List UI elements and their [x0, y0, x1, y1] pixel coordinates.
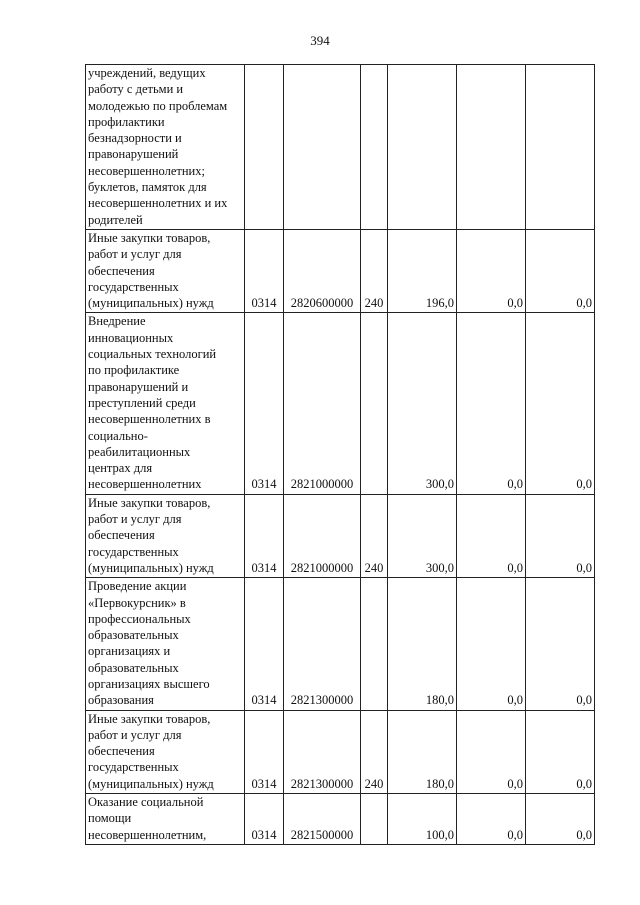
row-expense-type: 240: [361, 710, 388, 793]
row-section-code: 0314: [245, 710, 284, 793]
row-target-code: 2821300000: [284, 578, 361, 710]
row-amount-1: [388, 65, 457, 230]
row-target-code: 2821000000: [284, 313, 361, 494]
row-expense-type: [361, 794, 388, 845]
row-amount-1: 300,0: [388, 494, 457, 577]
row-target-code: 2821500000: [284, 794, 361, 845]
table-row: [86, 794, 595, 845]
table-body: [86, 65, 595, 845]
row-amount-2: 0,0: [457, 229, 526, 312]
row-amount-1: 300,0: [388, 313, 457, 494]
row-amount-2: 0,0: [457, 578, 526, 710]
row-section-code: 0314: [245, 494, 284, 577]
row-description: Иные закупки товаров, работ и услуг для обеспечения государственных (муниципальных) нужд: [86, 710, 245, 793]
row-amount-3: 0,0: [526, 229, 595, 312]
row-target-code: 2821300000: [284, 710, 361, 793]
row-section-code: 0314: [245, 313, 284, 494]
row-description: Проведение акции «Первокурсник» в профессиональных образовательных организациях и образовательных организациях высшего образования: [86, 578, 245, 710]
table-row: [86, 313, 595, 494]
table-row: [86, 494, 595, 577]
row-amount-1: 196,0: [388, 229, 457, 312]
row-amount-3: 0,0: [526, 313, 595, 494]
row-target-code: 2820600000: [284, 229, 361, 312]
row-amount-1: 180,0: [388, 578, 457, 710]
row-amount-1: 180,0: [388, 710, 457, 793]
row-amount-3: 0,0: [526, 710, 595, 793]
row-amount-1: 100,0: [388, 794, 457, 845]
row-expense-type: [361, 65, 388, 230]
row-target-code: 2821000000: [284, 494, 361, 577]
row-target-code: [284, 65, 361, 230]
row-expense-type: [361, 578, 388, 710]
row-amount-2: 0,0: [457, 494, 526, 577]
row-section-code: 0314: [245, 578, 284, 710]
table-row: [86, 710, 595, 793]
budget-table: [85, 64, 595, 845]
table-row: [86, 65, 595, 230]
row-amount-3: 0,0: [526, 578, 595, 710]
page-number: 394: [310, 33, 330, 48]
row-section-code: [245, 65, 284, 230]
table-row: [86, 578, 595, 710]
row-amount-3: [526, 65, 595, 230]
row-description: Иные закупки товаров, работ и услуг для обеспечения государственных (муниципальных) нужд: [86, 494, 245, 577]
table-row: [86, 229, 595, 312]
row-amount-2: [457, 65, 526, 230]
row-amount-3: 0,0: [526, 494, 595, 577]
row-amount-3: 0,0: [526, 794, 595, 845]
row-amount-2: 0,0: [457, 313, 526, 494]
row-expense-type: [361, 313, 388, 494]
row-amount-2: 0,0: [457, 794, 526, 845]
row-description: Оказание социальной помощи несовершеннолетним,: [86, 794, 245, 845]
row-description: Внедрение инновационных социальных технологий по профилактике правонарушений и преступлений среди несовершеннолетних в социально- реабилитационных центрах для несовершеннолетних: [86, 313, 245, 494]
row-expense-type: 240: [361, 229, 388, 312]
row-section-code: 0314: [245, 794, 284, 845]
row-description: Иные закупки товаров, работ и услуг для обеспечения государственных (муниципальных) нужд: [86, 229, 245, 312]
row-amount-2: 0,0: [457, 710, 526, 793]
row-expense-type: 240: [361, 494, 388, 577]
row-section-code: 0314: [245, 229, 284, 312]
row-description: учреждений, ведущих работу с детьми и молодежью по проблемам профилактики безнадзорности и правонарушений несовершеннолетних; буклетов, памяток для несовершеннолетних и их родителей: [86, 65, 245, 230]
